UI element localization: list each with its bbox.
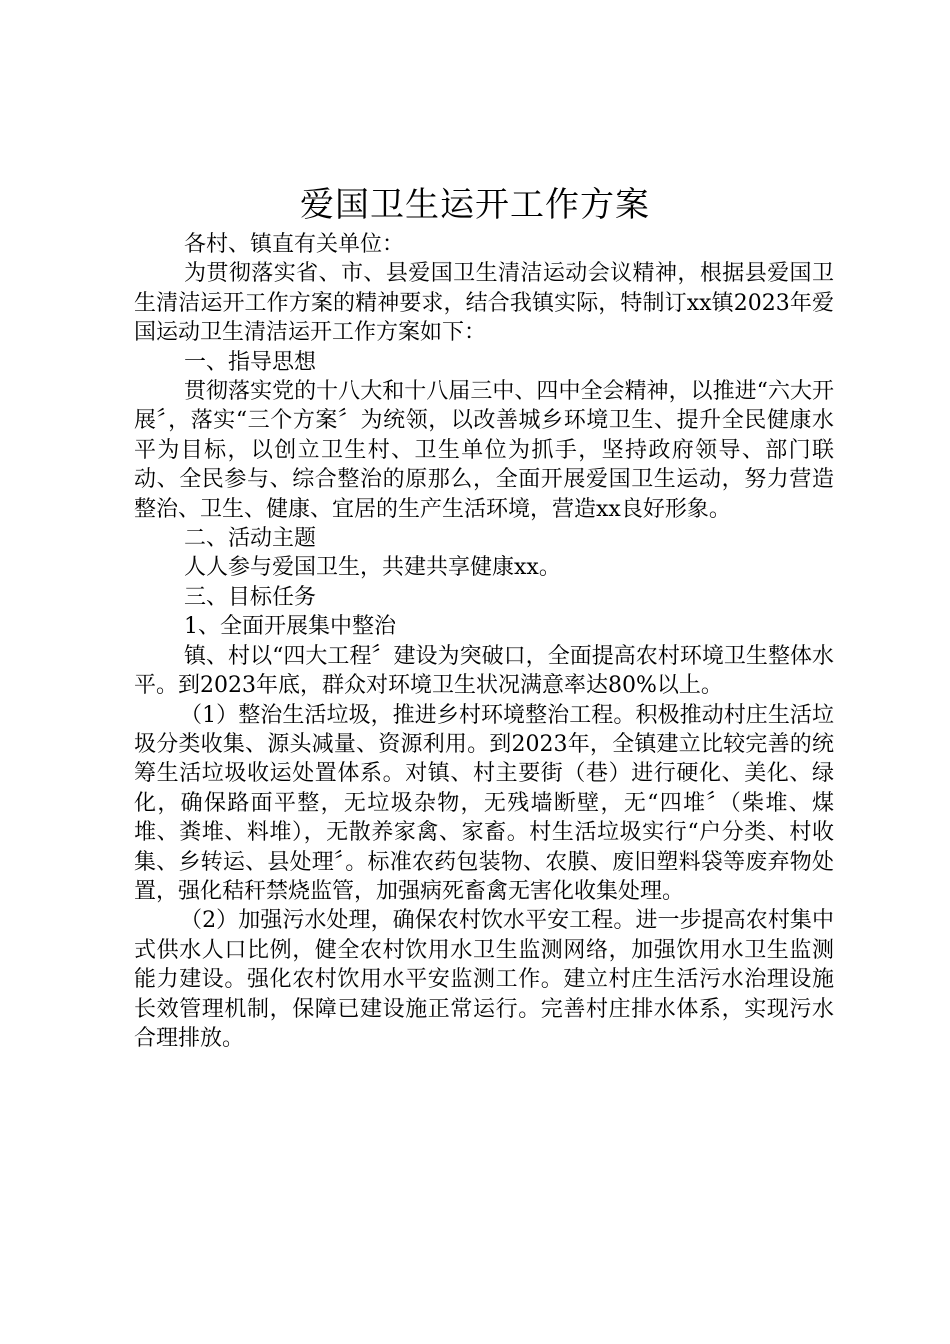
section-heading-goals: 三、目标任务	[184, 584, 317, 610]
item-1-garbage-paragraph: （1）整治生活垃圾，推进乡村环境整治工程。积极推动村庄生活垃圾分类收集、源头减量、资源利用。到2023年，全镇建立比较完善的统筹生活垃圾收运处置体系。对镇、村主要街（巷）进行硬化、美化、绿化，确保路面平整，无垃圾杂物，无残墙断壁，无“四堆〞（柴堆、煤堆、粪堆、料堆），无散养家禽、家畜。村生活垃圾实行“户分类、村收集、乡转运、县处理〞。标准农药包装物、农膜、废旧塑料袋等废弃物处置，强化秸秆禁烧监管，加强病死畜禽无害化收集处理。	[134, 702, 834, 904]
activity-theme-paragraph: 人人参与爱国卫生，共建共享健康xx。	[184, 555, 561, 581]
section-heading-guiding-ideology: 一、指导思想	[184, 349, 317, 375]
item-2-sewage-paragraph: （2）加强污水处理，确保农村饮水平安工程。进一步提高农村集中式供水人口比例，健全农村饮用水卫生监测网络，加强饮用水卫生监测能力建设。强化农村饮用水平安监测工作。建立村庄生活污水治理设施长效管理机制，保障已建设施正常运行。完善村庄排水体系，实现污水合理排放。	[134, 908, 834, 1051]
document-body	[134, 230, 834, 1053]
section-heading-activity-theme: 二、活动主题	[184, 526, 317, 552]
rectification-paragraph: 镇、村以“四大工程〞建设为突破口，全面提高农村环境卫生整体水平。到2023年底，群众对环境卫生状况满意率达80%以上。	[134, 643, 834, 699]
subheading-concentrated-rectification: 1、全面开展集中整治	[184, 614, 396, 640]
guiding-ideology-paragraph: 贯彻落实党的十八大和十八届三中、四中全会精神，以推进“六大开展〞，落实“三个方案〞为统领，以改善城乡环境卫生、提升全民健康水平为目标，以创立卫生村、卫生单位为抓手，坚持政府领导、部门联动、全民参与、综合整治的原那么，全面开展爱国卫生运动，努力营造整治、卫生、健康、宜居的生产生活环境，营造xx良好形象。	[134, 379, 834, 522]
salutation: 各村、镇直有关单位：	[184, 232, 405, 257]
document-title: 爱国卫生运开工作方案	[300, 185, 650, 225]
intro-paragraph: 为贯彻落实省、市、县爱国卫生清洁运动会议精神，根据县爱国卫生清洁运开工作方案的精神要求，结合我镇实际，特制订xx镇2023年爱国运动卫生清洁运开工作方案如下：	[134, 261, 834, 346]
